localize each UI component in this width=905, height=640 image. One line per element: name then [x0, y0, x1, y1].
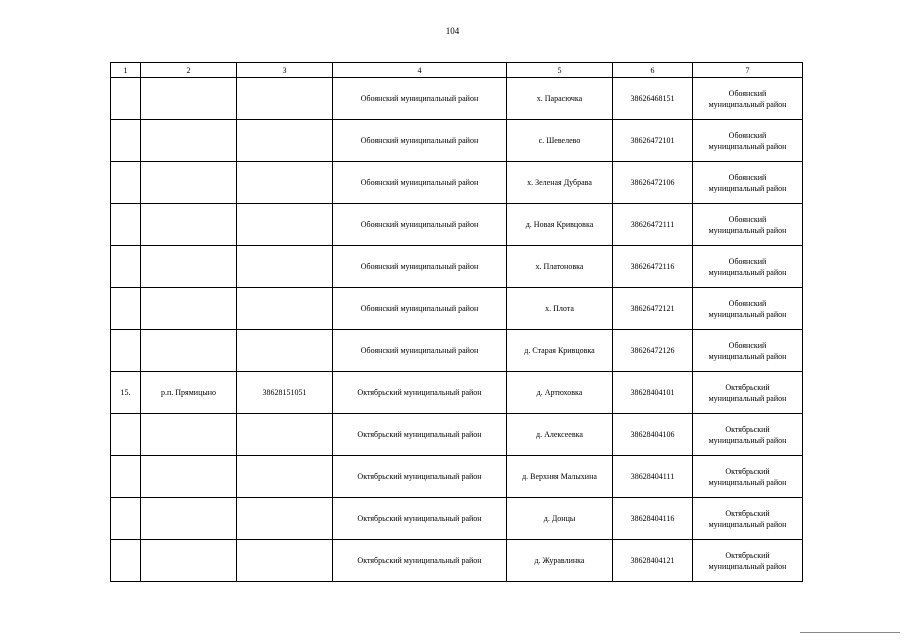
table-row: [111, 330, 803, 372]
table-row: [111, 288, 803, 330]
district-cell: Октябрьский муниципальный район: [333, 498, 507, 540]
region-cell: [693, 246, 803, 288]
region-name-line: Октябрьский: [725, 466, 770, 476]
row-number-cell: [111, 162, 141, 204]
table-row: [111, 120, 803, 162]
district-cell: Октябрьский муниципальный район: [333, 414, 507, 456]
settlement-code-cell: [237, 540, 333, 582]
region-name-line: Обоянский: [728, 130, 767, 140]
region-type-line: муниципальный район: [708, 99, 787, 109]
row-number-cell: [111, 204, 141, 246]
row-number-cell: [111, 540, 141, 582]
region-name-line: Обоянский: [728, 256, 767, 266]
table-header-row: [111, 63, 803, 78]
column-header: 7: [693, 63, 803, 78]
region-type-line: муниципальный район: [708, 351, 787, 361]
settlement-cell: [141, 162, 237, 204]
region-cell: [693, 78, 803, 120]
region-type-line: муниципальный район: [708, 225, 787, 235]
locality-cell: х. Зеленая Дубрава: [507, 162, 613, 204]
settlement-code-cell: [237, 330, 333, 372]
table-body: [111, 78, 803, 582]
settlement-cell: [141, 204, 237, 246]
region-name-line: Обоянский: [728, 340, 767, 350]
table-row: [111, 204, 803, 246]
district-cell: Октябрьский муниципальный район: [333, 372, 507, 414]
region-name-line: Октябрьский: [725, 424, 770, 434]
column-header: 2: [141, 63, 237, 78]
district-cell: Октябрьский муниципальный район: [333, 456, 507, 498]
locality-cell: д. Алексеевка: [507, 414, 613, 456]
district-cell: Обоянский муниципальный район: [333, 162, 507, 204]
settlement-code-cell: 38628151051: [237, 372, 333, 414]
row-number-cell: [111, 120, 141, 162]
region-cell: [693, 330, 803, 372]
table-row: [111, 372, 803, 414]
region-type-line: муниципальный район: [708, 141, 787, 151]
table-row: [111, 498, 803, 540]
row-number-cell: [111, 288, 141, 330]
row-number-cell: 15.: [111, 372, 141, 414]
region-type-line: муниципальный район: [708, 309, 787, 319]
locality-cell: д. Артюховка: [507, 372, 613, 414]
district-cell: Обоянский муниципальный район: [333, 246, 507, 288]
settlement-cell: [141, 498, 237, 540]
region-type-line: муниципальный район: [708, 519, 787, 529]
row-number-cell: [111, 78, 141, 120]
region-name-line: Обоянский: [728, 88, 767, 98]
region-type-line: муниципальный район: [708, 183, 787, 193]
locality-cell: х. Платоновка: [507, 246, 613, 288]
oktmo-code-cell: 38626472121: [613, 288, 693, 330]
region-name-line: Обоянский: [728, 298, 767, 308]
settlement-cell: [141, 330, 237, 372]
oktmo-code-cell: 38628404101: [613, 372, 693, 414]
settlement-code-cell: [237, 246, 333, 288]
region-type-line: муниципальный район: [708, 393, 787, 403]
region-name-line: Обоянский: [728, 214, 767, 224]
oktmo-code-cell: 38626472126: [613, 330, 693, 372]
column-header: 5: [507, 63, 613, 78]
region-cell: [693, 540, 803, 582]
row-number-cell: [111, 414, 141, 456]
district-cell: Обоянский муниципальный район: [333, 78, 507, 120]
column-header: 3: [237, 63, 333, 78]
column-header: 6: [613, 63, 693, 78]
locality-cell: д. Донцы: [507, 498, 613, 540]
oktmo-code-cell: 38628404116: [613, 498, 693, 540]
column-header: 1: [111, 63, 141, 78]
region-cell: [693, 372, 803, 414]
district-cell: Обоянский муниципальный район: [333, 288, 507, 330]
district-cell: Октябрьский муниципальный район: [333, 540, 507, 582]
settlement-cell: [141, 120, 237, 162]
row-number-cell: [111, 330, 141, 372]
row-number-cell: [111, 456, 141, 498]
locality-cell: д. Верхняя Малыхина: [507, 456, 613, 498]
row-number-cell: [111, 246, 141, 288]
locality-cell: д. Журавлинка: [507, 540, 613, 582]
district-cell: Обоянский муниципальный район: [333, 204, 507, 246]
locality-cell: д. Старая Кривцовка: [507, 330, 613, 372]
region-type-line: муниципальный район: [708, 267, 787, 277]
settlement-code-cell: [237, 120, 333, 162]
table-row: [111, 78, 803, 120]
settlement-code-cell: [237, 456, 333, 498]
region-name-line: Обоянский: [728, 172, 767, 182]
locality-cell: х. Плота: [507, 288, 613, 330]
region-cell: [693, 162, 803, 204]
settlement-code-cell: [237, 498, 333, 540]
settlement-code-cell: [237, 414, 333, 456]
oktmo-code-cell: 38628404121: [613, 540, 693, 582]
settlement-cell: [141, 246, 237, 288]
region-cell: [693, 498, 803, 540]
region-name-line: Октябрьский: [725, 508, 770, 518]
column-header: 4: [333, 63, 507, 78]
table-row: [111, 414, 803, 456]
table-row: [111, 162, 803, 204]
locality-cell: х. Парасючка: [507, 78, 613, 120]
oktmo-code-cell: 38626472116: [613, 246, 693, 288]
settlement-code-cell: [237, 204, 333, 246]
oktmo-code-cell: 38626472101: [613, 120, 693, 162]
region-cell: [693, 414, 803, 456]
region-name-line: Октябрьский: [725, 550, 770, 560]
region-cell: [693, 204, 803, 246]
settlement-code-cell: [237, 78, 333, 120]
scan-edge-mark: [800, 632, 900, 633]
oktmo-code-cell: 38626468151: [613, 78, 693, 120]
row-number-cell: [111, 498, 141, 540]
table-row: [111, 246, 803, 288]
district-cell: Обоянский муниципальный район: [333, 120, 507, 162]
region-cell: [693, 120, 803, 162]
district-cell: Обоянский муниципальный район: [333, 330, 507, 372]
page-number: 104: [445, 26, 460, 36]
region-cell: [693, 456, 803, 498]
oktmo-code-cell: 38628404111: [613, 456, 693, 498]
oktmo-code-cell: 38626472111: [613, 204, 693, 246]
settlement-cell: [141, 540, 237, 582]
table-row: [111, 456, 803, 498]
settlement-cell: [141, 456, 237, 498]
settlements-table: [110, 62, 803, 582]
region-name-line: Октябрьский: [725, 382, 770, 392]
region-type-line: муниципальный район: [708, 435, 787, 445]
settlement-code-cell: [237, 288, 333, 330]
region-cell: [693, 288, 803, 330]
table-row: [111, 540, 803, 582]
region-type-line: муниципальный район: [708, 561, 787, 571]
locality-cell: с. Шевелево: [507, 120, 613, 162]
locality-cell: д. Новая Кривцовка: [507, 204, 613, 246]
settlement-cell: [141, 414, 237, 456]
settlement-cell: р.п. Прямицыно: [141, 372, 237, 414]
region-type-line: муниципальный район: [708, 477, 787, 487]
oktmo-code-cell: 38626472106: [613, 162, 693, 204]
settlement-cell: [141, 78, 237, 120]
settlement-code-cell: [237, 162, 333, 204]
settlement-cell: [141, 288, 237, 330]
oktmo-code-cell: 38628404106: [613, 414, 693, 456]
